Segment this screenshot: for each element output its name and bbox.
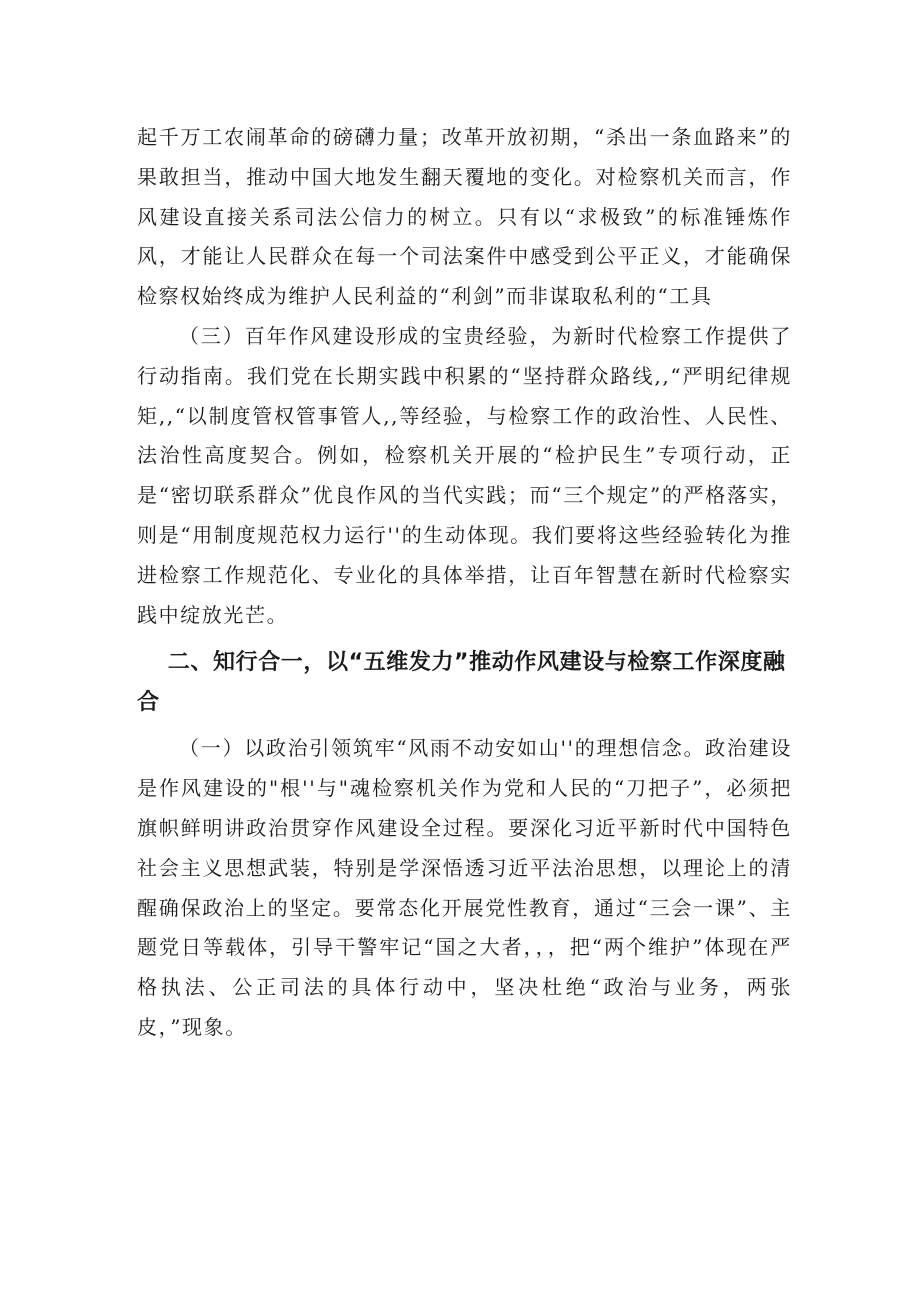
document-body xyxy=(137,118,792,1048)
paragraph-section-three: （三）百年作风建设形成的宝贵经验，为新时代检察工作提供了行动指南。我们党在长期实践中积累的“坚持群众路线,,“严明纪律规矩,,“以制度管权管事管人,,等经验，与检察工作的政治性、人民性、法治性高度契合。例如，检察机关开展的“检护民生”专项行动，正是“密切联系群众”优良作风的当代实践；而“三个规定”的严格落实，则是“用制度规范权力运行''的生动体现。我们要将这些经验转化为推进检察工作规范化、专业化的具体举措，让百年智慧在新时代检察实践中绽放光芒。 xyxy=(137,323,792,627)
paragraph-continued: 起千万工农闹革命的磅礴力量；改革开放初期，“杀出一条血路来”的果敢担当，推动中国大地发生翻天覆地的变化。对检察机关而言，作风建设直接关系司法公信力的树立。只有以“求极致”的标准锤炼作风，才能让人民群众在每一个司法案件中感受到公平正义，才能确保检察权始终成为维护人民利益的“利剑”而非谋取私利的“工具 xyxy=(137,125,792,309)
paragraph-subsection-one: （一）以政治引领筑牢“风雨不动安如山''的理想信念。政治建设是作风建设的"根''与"魂检察机关作为党和人民的“刀把子”，必须把旗帜鲜明讲政治贯穿作风建设全过程。要深化习近平新时代中国特色社会主义思想武装，特别是学深悟透习近平法治思想，以理论上的清醒确保政治上的坚定。要常态化开展党性教育，通过“三会一课”、主题党日等载体，引导干警牢记“国之大者，，，把“两个维护”体现在严格执法、公正司法的具体行动中，坚决杜绝“政治与业务，两张皮，”现象。 xyxy=(137,736,792,1039)
section-heading-two: 二、知行合一，以“五维发力”推动作风建设与检察工作深度融合 xyxy=(137,650,786,716)
